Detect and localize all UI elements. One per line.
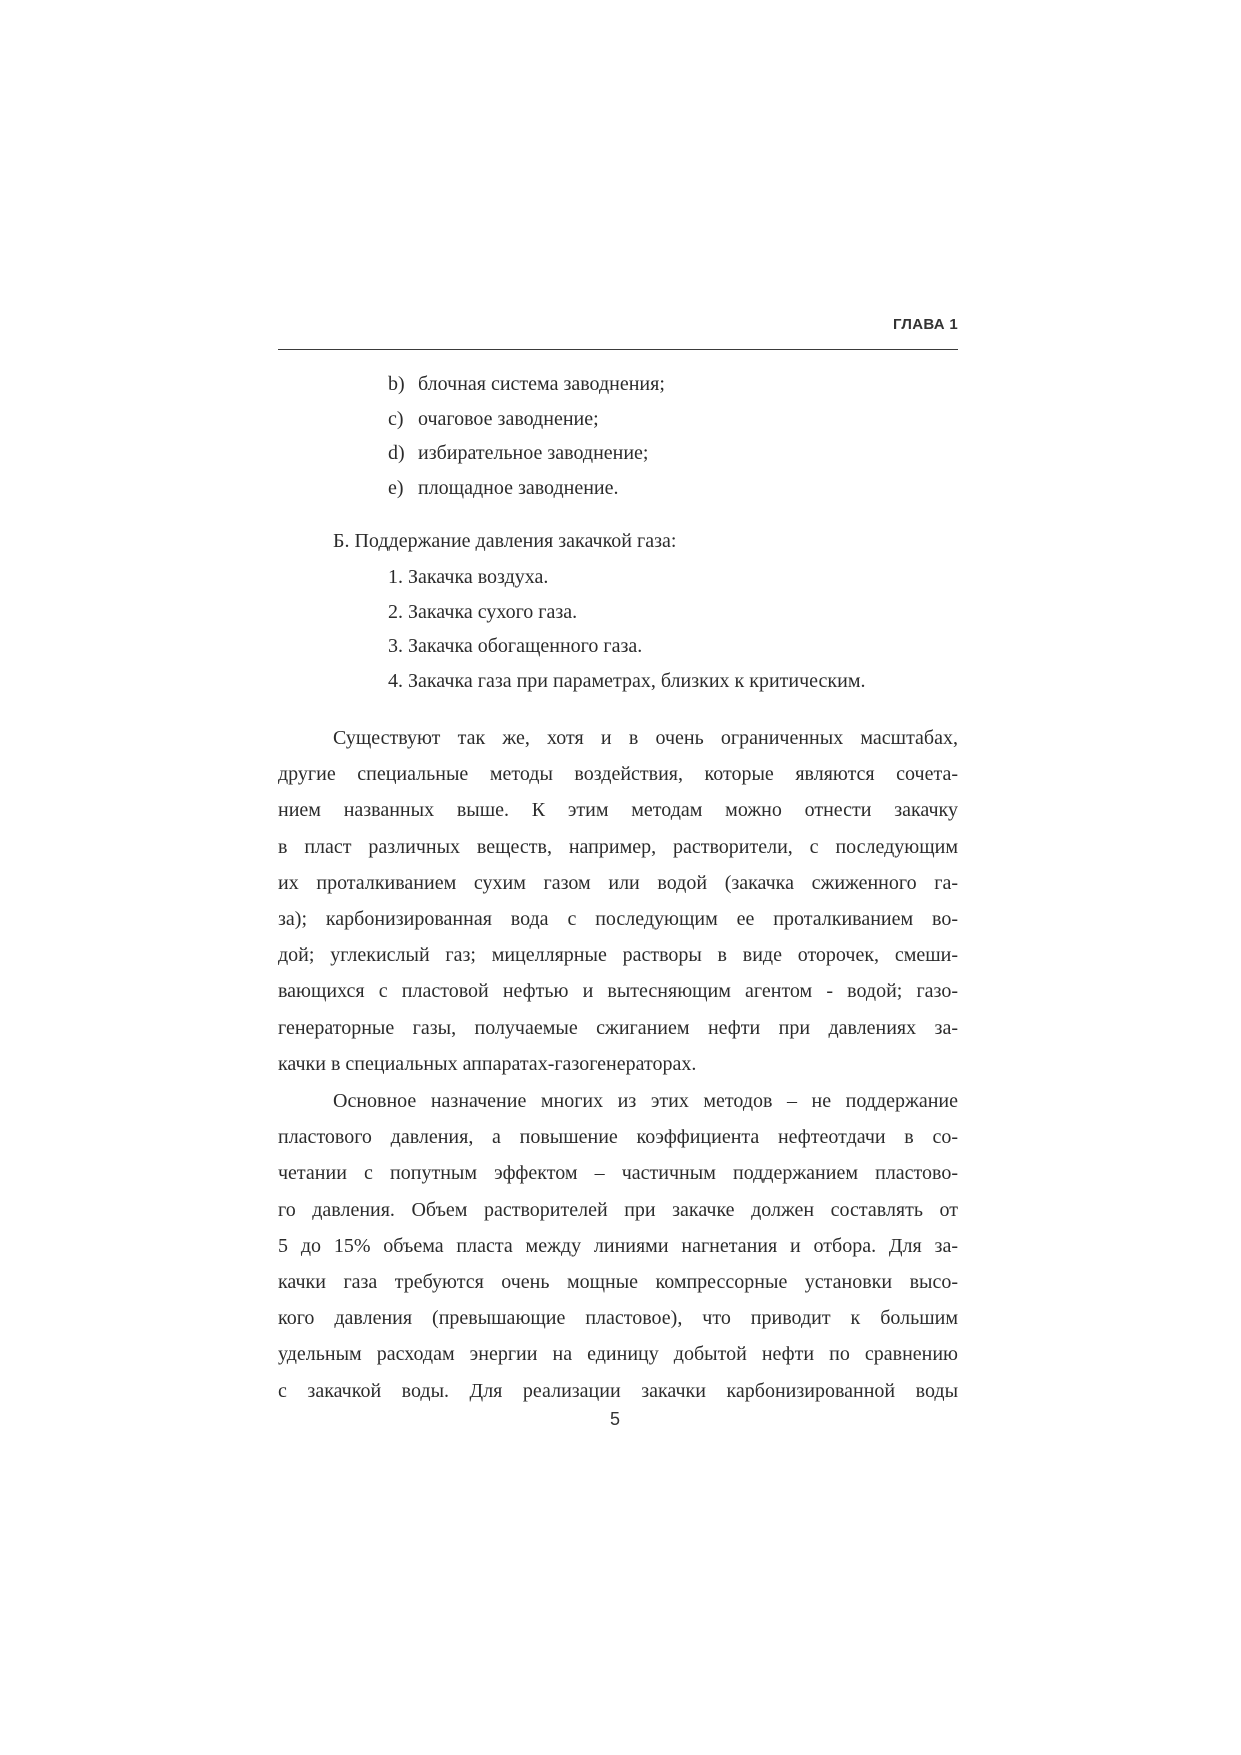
list-item-text: Закачка газа при параметрах, близких к критическим. bbox=[408, 669, 866, 692]
chapter-label: ГЛАВА 1 bbox=[892, 316, 958, 333]
list-item bbox=[388, 471, 665, 506]
paragraph-main-purpose bbox=[278, 1083, 958, 1409]
paragraph-line: качки газа требуются очень мощные компрессорные установки высо- bbox=[278, 1270, 958, 1293]
paragraph-line: качки в специальных аппаратах-газогенераторах. bbox=[278, 1052, 697, 1075]
list-item bbox=[388, 436, 665, 471]
list-item bbox=[388, 664, 866, 699]
paragraph-line: го давления. Объем растворителей при закачке должен составлять от bbox=[278, 1198, 958, 1221]
paragraph-line: пластового давления, а повышение коэффициента нефтеотдачи в со- bbox=[278, 1126, 958, 1149]
paragraph-line: четании с попутным эффектом – частичным поддержанием пластово- bbox=[278, 1162, 958, 1185]
paragraph-other-methods bbox=[278, 720, 958, 1082]
list-item-text: Закачка сухого газа. bbox=[408, 600, 578, 623]
paragraph-line: за); карбонизированная вода с последующим ее проталкиванием во- bbox=[278, 907, 958, 930]
gas-injection-list bbox=[388, 560, 866, 698]
paragraph-line: с закачкой воды. Для реализации закачки карбонизированной воды bbox=[278, 1379, 958, 1402]
list-item bbox=[388, 595, 866, 630]
list-number: 1. bbox=[388, 566, 403, 588]
paragraph-line: 5 до 15% объема пласта между линиями нагнетания и отбора. Для за- bbox=[278, 1234, 958, 1257]
list-item-text: избирательное заводнение; bbox=[418, 442, 649, 464]
paragraph-line: удельным расходам энергии на единицу добытой нефти по сравнению bbox=[278, 1343, 958, 1366]
paragraph-line: их проталкиванием сухим газом или водой (закачка сжиженного га- bbox=[278, 871, 958, 894]
paragraph-line: вающихся с пластовой нефтью и вытесняющим агентом - водой; газо- bbox=[278, 980, 958, 1003]
paragraph-line: генераторные газы, получаемые сжиганием нефти при давлениях за- bbox=[278, 1016, 958, 1039]
list-number: 2. bbox=[388, 600, 403, 623]
list-item bbox=[388, 560, 866, 595]
list-item-text: площадное заводнение. bbox=[418, 476, 619, 499]
list-item bbox=[388, 629, 866, 664]
list-marker: c) bbox=[388, 407, 404, 430]
waterflooding-subtype-list bbox=[388, 367, 665, 505]
paragraph-line: дой; углекислый газ; мицеллярные растворы в виде оторочек, смеши- bbox=[278, 944, 958, 967]
section-b-heading: Б. Поддержание давления закачкой газа: bbox=[333, 530, 677, 552]
running-header bbox=[278, 316, 958, 350]
list-number: 4. bbox=[388, 669, 403, 692]
list-marker: d) bbox=[388, 442, 405, 464]
list-item-text: очаговое заводнение; bbox=[418, 407, 599, 430]
page-number: 5 bbox=[609, 1409, 620, 1429]
paragraph-line: в пласт различных веществ, например, растворители, с последующим bbox=[278, 835, 958, 858]
list-item-text: блочная система заводнения; bbox=[418, 373, 665, 395]
list-item bbox=[388, 402, 665, 437]
paragraph-line: кого давления (превышающие пластовое), что приводит к большим bbox=[278, 1307, 958, 1330]
list-marker: e) bbox=[388, 476, 404, 499]
paragraph-line: другие специальные методы воздействия, которые являются сочета- bbox=[278, 763, 958, 786]
paragraph-line: нием названных выше. К этим методам можно отнести закачку bbox=[278, 799, 958, 822]
list-item-text: Закачка воздуха. bbox=[408, 566, 549, 588]
paragraph-line: Основное назначение многих из этих методов – не поддержание bbox=[333, 1090, 958, 1112]
list-marker: b) bbox=[388, 373, 405, 395]
paragraph-line: Существуют так же, хотя и в очень ограниченных масштабах, bbox=[333, 727, 958, 749]
list-item bbox=[388, 367, 665, 402]
list-item-text: Закачка обогащенного газа. bbox=[408, 635, 643, 657]
list-number: 3. bbox=[388, 635, 403, 657]
